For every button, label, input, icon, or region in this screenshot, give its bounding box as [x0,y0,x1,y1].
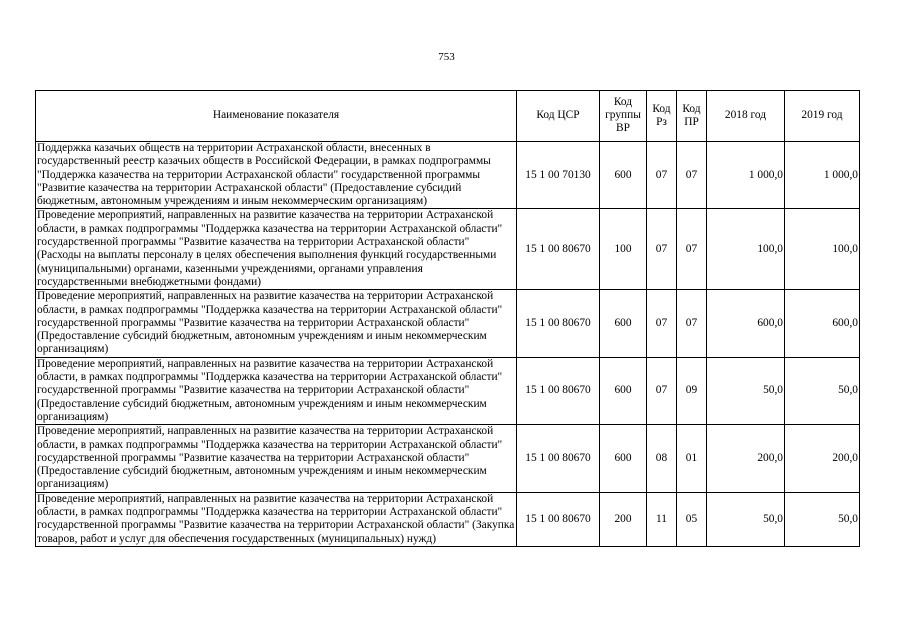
row-rz-code: 08 [647,425,677,492]
row-vr-code: 600 [600,425,647,492]
row-csr-code: 15 1 00 70130 [517,142,600,209]
header-year-2019: 2019 год [785,91,860,142]
row-vr-code: 100 [600,209,647,290]
row-amount-2019: 200,0 [785,425,860,492]
table-row [36,142,860,209]
row-amount-2018: 1 000,0 [707,142,785,209]
row-csr-code: 15 1 00 80670 [517,357,600,424]
row-rz-code: 07 [647,290,677,357]
row-name: Проведение мероприятий, направленных на развитие казачества на территории Астраханской области, в рамках подпрограммы "Поддержка казачества на территории Астраханской области" государственной программы "Развитие казачества на территории Астраханской области" (Предоставление субсидий бюджетным, автономным учреждениям и иным некоммерческим организациям) [36,425,517,492]
row-csr-code: 15 1 00 80670 [517,290,600,357]
header-year-2018: 2018 год [707,91,785,142]
row-amount-2019: 50,0 [785,357,860,424]
row-amount-2019: 100,0 [785,209,860,290]
row-rz-code: 07 [647,142,677,209]
row-name: Проведение мероприятий, направленных на развитие казачества на территории Астраханской области, в рамках подпрограммы "Поддержка казачества на территории Астраханской области" государственной программы "Развитие казачества на территории Астраханской области" (Расходы на выплаты персоналу в целях обеспечения выполнения функций государственными (муниципальными) органами, казенными учреждениями, органами управления государственными внебюджетными фондами) [36,209,517,290]
row-rz-code: 11 [647,492,677,546]
table-row [36,425,860,492]
row-vr-code: 600 [600,142,647,209]
row-amount-2018: 50,0 [707,492,785,546]
row-pr-code: 05 [677,492,707,546]
row-amount-2019: 50,0 [785,492,860,546]
row-name: Проведение мероприятий, направленных на развитие казачества на территории Астраханской области, в рамках подпрограммы "Поддержка казачества на территории Астраханской области" государственной программы "Развитие казачества на территории Астраханской области" (Закупка товаров, работ и услуг для обеспечения государственных (муниципальных) нужд) [36,492,517,546]
header-vr-code: Код группы ВР [600,91,647,142]
row-csr-code: 15 1 00 80670 [517,209,600,290]
row-rz-code: 07 [647,357,677,424]
header-rz-code: Код Рз [647,91,677,142]
row-pr-code: 07 [677,142,707,209]
row-name: Проведение мероприятий, направленных на развитие казачества на территории Астраханской области, в рамках подпрограммы "Поддержка казачества на территории Астраханской области" государственной программы "Развитие казачества на территории Астраханской области" (Предоставление субсидий бюджетным, автономным учреждениям и иным некоммерческим организациям) [36,357,517,424]
header-pr-code: Код ПР [677,91,707,142]
row-name: Проведение мероприятий, направленных на развитие казачества на территории Астраханской области, в рамках подпрограммы "Поддержка казачества на территории Астраханской области" государственной программы "Развитие казачества на территории Астраханской области" (Предоставление субсидий бюджетным, автономным учреждениям и иным некоммерческим организациям) [36,290,517,357]
budget-table [35,90,860,547]
row-pr-code: 09 [677,357,707,424]
table-row [36,209,860,290]
row-csr-code: 15 1 00 80670 [517,425,600,492]
row-amount-2018: 600,0 [707,290,785,357]
row-name: Поддержка казачьих обществ на территории Астраханской области, внесенных в государственный реестр казачьих обществ в Российской Федерации, в рамках подпрограммы "Поддержка казачества на территории Астраханской области" государственной программы "Развитие казачества на территории Астраханской области" (Предоставление субсидий бюджетным, автономным учреждениям и иным некоммерческим организациям) [36,142,517,209]
row-amount-2018: 200,0 [707,425,785,492]
table-row [36,357,860,424]
page-number: 753 [438,51,455,63]
row-amount-2019: 600,0 [785,290,860,357]
row-pr-code: 01 [677,425,707,492]
row-amount-2018: 50,0 [707,357,785,424]
row-rz-code: 07 [647,209,677,290]
row-vr-code: 200 [600,492,647,546]
row-amount-2019: 1 000,0 [785,142,860,209]
row-pr-code: 07 [677,290,707,357]
row-pr-code: 07 [677,209,707,290]
table-row [36,290,860,357]
row-vr-code: 600 [600,290,647,357]
table-header-row [36,91,860,142]
row-csr-code: 15 1 00 80670 [517,492,600,546]
row-vr-code: 600 [600,357,647,424]
header-csr-code: Код ЦСР [517,91,600,142]
table-row [36,492,860,546]
header-name: Наименование показателя [36,91,517,142]
row-amount-2018: 100,0 [707,209,785,290]
